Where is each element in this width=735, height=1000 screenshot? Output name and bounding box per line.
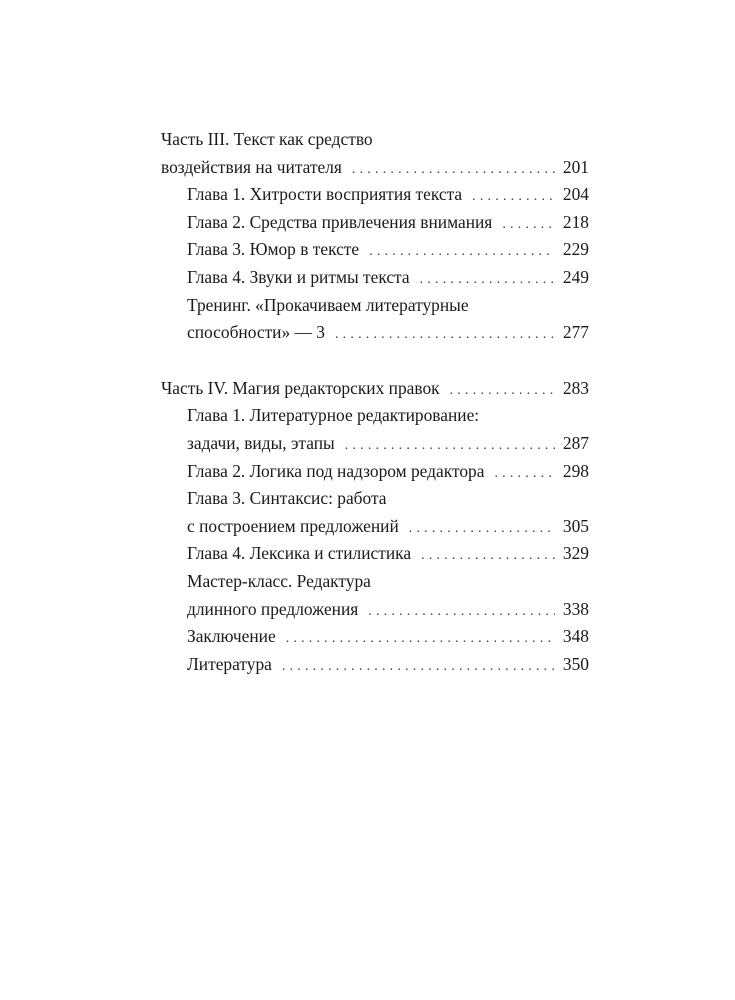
toc-entry-title: Глава 1. Хитрости восприятия текста xyxy=(187,184,463,205)
toc-entry-title: Заключение xyxy=(187,626,276,647)
leader-dots xyxy=(282,653,555,681)
toc-page-number: 204 xyxy=(562,184,589,205)
leader-dots xyxy=(369,238,555,266)
leader-dots xyxy=(286,625,555,653)
toc-entry-chapter-4[interactable] xyxy=(161,540,589,568)
toc-page-number: 229 xyxy=(562,239,589,260)
toc-entry-title: Глава 4. Лексика и стилистика xyxy=(187,543,412,564)
toc-entry-title: Глава 4. Звуки и ритмы текста xyxy=(187,266,410,287)
leader-dots xyxy=(502,211,555,239)
toc-part-4 xyxy=(161,375,589,679)
toc-entry-masterclass-line-2[interactable] xyxy=(161,596,589,624)
toc-page-number: 218 xyxy=(562,211,589,232)
toc-entry-chapter-1-line-1[interactable] xyxy=(161,402,589,430)
leader-dots xyxy=(450,377,555,405)
toc-entry-title: Глава 3. Юмор в тексте xyxy=(187,239,360,260)
toc-part-4-title-text: Часть IV. Магия редакторских правок xyxy=(161,377,440,398)
toc-entry-chapter-1-line-2[interactable] xyxy=(161,430,589,458)
toc-entry-masterclass-line-1[interactable] xyxy=(161,568,589,596)
toc-entry-title: Глава 1. Литературное редактирование: xyxy=(187,405,480,426)
leader-dots xyxy=(352,156,555,184)
toc-entry-title-cont: с построением предложений xyxy=(187,515,399,536)
leader-dots xyxy=(420,266,555,294)
toc-entry-training-line-2[interactable] xyxy=(161,319,589,347)
toc-entry-title-cont: длинного предложения xyxy=(187,598,359,619)
toc-entry-title: Тренинг. «Прокачиваем литературные xyxy=(187,294,469,315)
toc-entry-chapter-3[interactable] xyxy=(161,236,589,264)
toc-entry-conclusion[interactable] xyxy=(161,623,589,651)
leader-dots xyxy=(421,542,555,570)
toc-entry-title: Мастер-класс. Редактура xyxy=(187,570,371,591)
toc-part-3-title-line-1[interactable] xyxy=(161,126,589,154)
toc-entry-chapter-3-line-1[interactable] xyxy=(161,485,589,513)
toc-page-number: 305 xyxy=(562,515,589,536)
toc-page-number: 348 xyxy=(562,626,589,647)
toc-page-number: 277 xyxy=(562,322,589,343)
toc-entry-chapter-2[interactable] xyxy=(161,209,589,237)
toc-entry-bibliography[interactable] xyxy=(161,651,589,679)
toc-entry-title: Глава 2. Логика под надзором редактора xyxy=(187,460,485,481)
toc-page-number: 201 xyxy=(562,156,589,177)
toc-part-3-title-line-2[interactable] xyxy=(161,154,589,182)
toc-entry-training-line-1[interactable] xyxy=(161,292,589,320)
toc-page-number: 338 xyxy=(562,598,589,619)
toc-entry-title-cont: способности» — 3 xyxy=(187,322,325,343)
toc-page-number: 329 xyxy=(562,543,589,564)
toc-page-number: 298 xyxy=(562,460,589,481)
leader-dots xyxy=(472,183,555,211)
toc-page-number: 350 xyxy=(562,653,589,674)
toc-entry-chapter-1[interactable] xyxy=(161,181,589,209)
toc-entry-title: Литература xyxy=(187,653,272,674)
leader-dots xyxy=(335,321,555,349)
toc-entry-title-cont: задачи, виды, этапы xyxy=(187,432,335,453)
toc-page-number: 249 xyxy=(562,266,589,287)
toc-entry-title: Глава 3. Синтаксис: работа xyxy=(187,488,387,509)
leader-dots xyxy=(368,598,555,626)
toc-part-3-title-text: Часть III. Текст как средство xyxy=(161,129,373,149)
toc-entry-chapter-2[interactable] xyxy=(161,458,589,486)
table-of-contents xyxy=(161,126,589,678)
leader-dots xyxy=(409,515,555,543)
toc-page-number: 287 xyxy=(562,432,589,453)
toc-entry-chapter-3-line-2[interactable] xyxy=(161,513,589,541)
toc-part-3 xyxy=(161,126,589,347)
toc-entry-title: Глава 2. Средства привлечения внимания xyxy=(187,211,493,232)
leader-dots xyxy=(494,460,555,488)
toc-entry-chapter-4[interactable] xyxy=(161,264,589,292)
toc-part-4-title[interactable] xyxy=(161,375,589,403)
toc-part-3-title-text-cont: воздействия на читателя xyxy=(161,156,342,177)
toc-page-number: 283 xyxy=(562,377,589,398)
leader-dots xyxy=(345,432,555,460)
